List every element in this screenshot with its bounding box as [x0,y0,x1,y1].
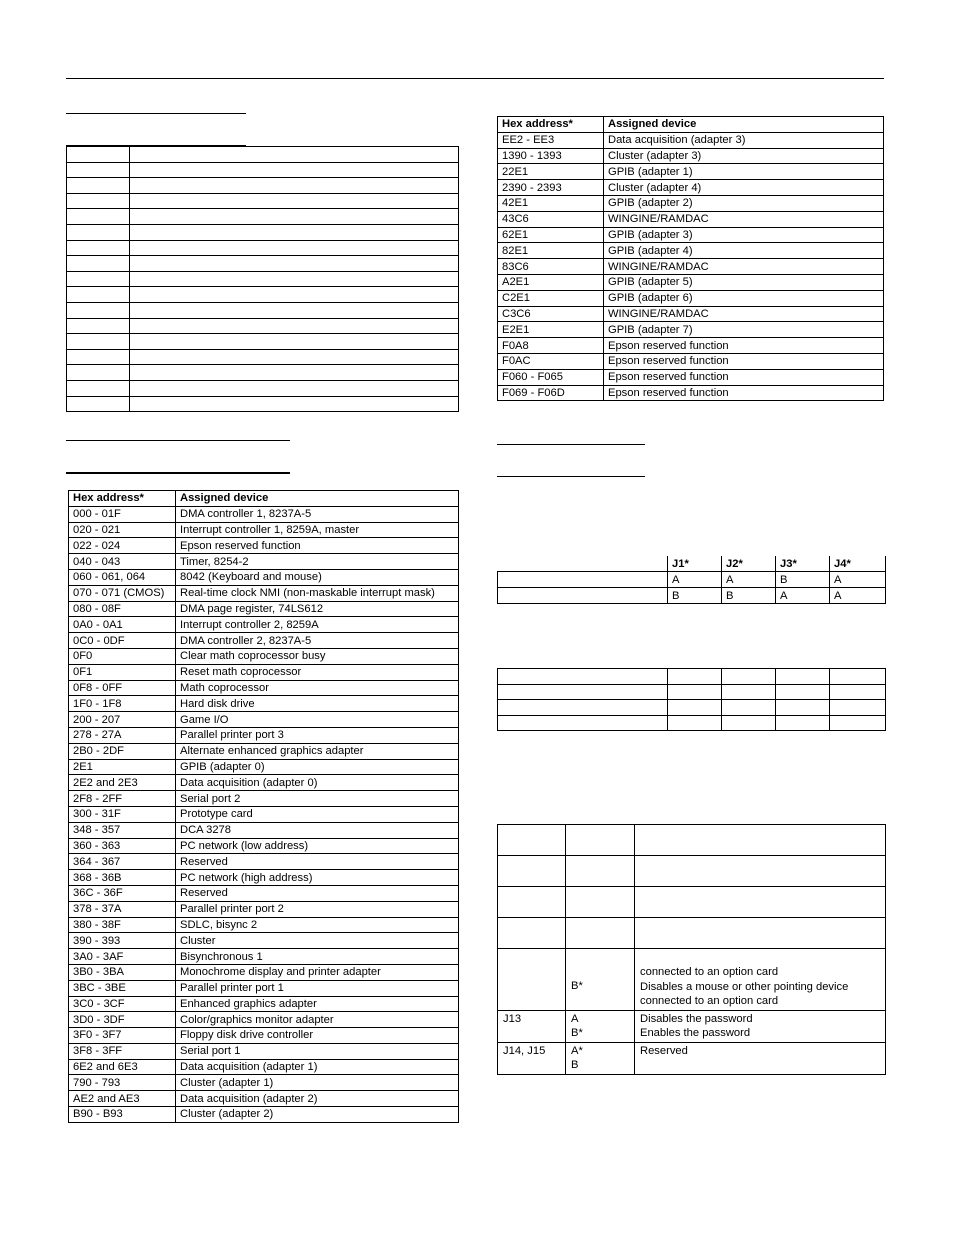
table-row [69,917,459,933]
blank-cell [67,396,130,412]
table-row [69,854,459,870]
assigned-device-cell: GPIB (adapter 3) [604,227,884,243]
blank-cell [668,700,722,716]
blank-row [67,193,459,209]
hex-address-cell: 0F0 [69,648,176,664]
table-row [69,1059,459,1075]
table-row [498,369,884,385]
hex-address-cell: AE2 and AE3 [69,1091,176,1107]
assigned-device-cell: Cluster (adapter 2) [176,1107,459,1123]
setting-description: Enables the password [640,1027,751,1039]
table-row [69,1028,459,1044]
header-assigned-device: Assigned device [604,117,884,133]
assigned-device-cell: Data acquisition (adapter 1) [176,1059,459,1075]
jumper-header: J2* [722,556,776,572]
hex-address-cell: 62E1 [498,227,604,243]
assigned-device-cell: DMA controller 1, 8237A-5 [176,506,459,522]
table-row [69,743,459,759]
assigned-device-cell: Bisynchronous 1 [176,949,459,965]
assigned-device-cell: Serial port 1 [176,1043,459,1059]
assigned-device-cell: Data acquisition (adapter 2) [176,1091,459,1107]
assigned-device-cell: Parallel printer port 2 [176,901,459,917]
blank-cell [668,684,722,700]
setting-value: B [571,1059,579,1071]
blank-table-left [66,146,459,412]
table-row [498,227,884,243]
hex-address-cell: 0F1 [69,664,176,680]
io-address-table-right [497,116,884,401]
table-row [69,696,459,712]
assigned-device-cell: DMA controller 2, 8237A-5 [176,633,459,649]
table-row [69,1091,459,1107]
blank-cell [722,684,776,700]
assigned-device-cell: Cluster (adapter 1) [176,1075,459,1091]
jumper-setting-cell: B [722,588,776,604]
blank-cell [722,669,776,685]
blank-cell [67,287,130,303]
table-row [69,1075,459,1091]
blank-cell [130,287,459,303]
assigned-device-cell: GPIB (adapter 7) [604,322,884,338]
assigned-device-cell: Interrupt controller 1, 8259A, master [176,522,459,538]
hex-address-cell: 42E1 [498,195,604,211]
assigned-device-cell: Floppy disk drive controller [176,1028,459,1044]
blank-row [67,349,459,365]
blank-cell [67,349,130,365]
assigned-device-cell: GPIB (adapter 4) [604,243,884,259]
assigned-device-cell: WINGINE/RAMDAC [604,259,884,275]
table-row [69,633,459,649]
blank-cell [67,380,130,396]
assigned-device-cell: GPIB (adapter 5) [604,274,884,290]
jumper-header: J4* [830,556,886,572]
table-row [69,870,459,886]
hex-address-cell: 378 - 37A [69,901,176,917]
blank-cell [830,684,886,700]
blank-row [67,380,459,396]
assigned-device-cell: Enhanced graphics adapter [176,996,459,1012]
blank-cell [67,256,130,272]
setting-value: B* [571,980,583,992]
blank-cell [67,271,130,287]
table-row [69,522,459,538]
table-row [69,648,459,664]
table-row [69,791,459,807]
hex-address-cell: A2E1 [498,274,604,290]
jumper-row [498,572,886,588]
assigned-device-cell: Interrupt controller 2, 8259A [176,617,459,633]
hex-address-cell: 3F0 - 3F7 [69,1028,176,1044]
section-heading-rule [497,476,645,477]
jumper-name: J13 [503,1012,522,1025]
blank-row [498,700,886,716]
section-heading-rule [66,440,290,441]
table-row [69,964,459,980]
jumper-settings-table [497,824,886,1075]
section-heading-rule [66,113,246,114]
hex-address-cell: 000 - 01F [69,506,176,522]
table-row [498,259,884,275]
hex-address-cell: 43C6 [498,211,604,227]
hex-address-cell: 790 - 793 [69,1075,176,1091]
blank-cell [130,318,459,334]
assigned-device-cell: DCA 3278 [176,822,459,838]
header-assigned-device: Assigned device [176,491,459,507]
assigned-device-cell: Real-time clock NMI (non-maskable interrupt mask) [176,585,459,601]
assigned-device-cell: 8042 (Keyboard and mouse) [176,569,459,585]
blank-cell [67,224,130,240]
table-row [498,211,884,227]
hex-address-cell: 060 - 061, 064 [69,569,176,585]
hex-address-cell: F069 - F06D [498,385,604,401]
table-row [498,132,884,148]
blank-cell [498,700,668,716]
page-top-rule [66,78,884,79]
assigned-device-cell: Cluster (adapter 3) [604,148,884,164]
hex-address-cell: 1F0 - 1F8 [69,696,176,712]
hex-address-cell: 36C - 36F [69,885,176,901]
blank-cell [830,669,886,685]
blank-cell [130,365,459,381]
table-row [69,933,459,949]
setting-description: Disables a mouse or other pointing device [640,980,849,993]
hex-address-cell: 3D0 - 3DF [69,1012,176,1028]
assigned-device-cell: Game I/O [176,712,459,728]
jumper-setting-cell: B [776,572,830,588]
jumper-setting-cell: A [830,572,886,588]
assigned-device-cell: Data acquisition (adapter 3) [604,132,884,148]
hex-address-cell: 2F8 - 2FF [69,791,176,807]
blank-cell [830,715,886,731]
assigned-device-cell: DMA page register, 74LS612 [176,601,459,617]
blank-row [67,302,459,318]
hex-address-cell: 2E2 and 2E3 [69,775,176,791]
blank-row [498,669,886,685]
jumper-row-label [498,572,668,588]
section-heading-rule [66,472,290,474]
table-row [498,274,884,290]
hex-address-cell: 3F8 - 3FF [69,1043,176,1059]
assigned-device-cell: Serial port 2 [176,791,459,807]
blank-row [67,318,459,334]
jumper-setting-cell: A [830,588,886,604]
table-row [498,164,884,180]
hex-address-cell: C3C6 [498,306,604,322]
setting-description: connected to an option card [640,995,779,1007]
hex-address-cell: E2E1 [498,322,604,338]
blank-cell [130,224,459,240]
hex-address-cell: 0A0 - 0A1 [69,617,176,633]
assigned-device-cell: GPIB (adapter 1) [604,164,884,180]
blank-cell [67,162,130,178]
assigned-device-cell: WINGINE/RAMDAC [604,211,884,227]
table-row [69,1043,459,1059]
blank-cell [67,147,130,163]
hex-address-cell: 368 - 36B [69,870,176,886]
hex-address-cell: 278 - 27A [69,727,176,743]
table-row [69,538,459,554]
table-row [69,822,459,838]
assigned-device-cell: Parallel printer port 3 [176,727,459,743]
blank-row [67,271,459,287]
assigned-device-cell: Hard disk drive [176,696,459,712]
hex-address-cell: F0A8 [498,338,604,354]
assigned-device-cell: Math coprocessor [176,680,459,696]
blank-cell [130,240,459,256]
table-row [69,664,459,680]
assigned-device-cell: Timer, 8254-2 [176,554,459,570]
hex-address-cell: B90 - B93 [69,1107,176,1123]
table-row [69,601,459,617]
assigned-device-cell: GPIB (adapter 0) [176,759,459,775]
table-row [498,180,884,196]
hex-address-cell: 3B0 - 3BA [69,964,176,980]
hex-address-cell: C2E1 [498,290,604,306]
assigned-device-cell: Reserved [176,885,459,901]
hex-address-cell: 2E1 [69,759,176,775]
blank-cell [668,669,722,685]
table-row [498,195,884,211]
blank-cell [498,669,668,685]
blank-cell [130,271,459,287]
table-row [69,996,459,1012]
table-row [498,306,884,322]
table-row [69,949,459,965]
blank-cell [498,715,668,731]
table-row [498,322,884,338]
blank-cell [830,700,886,716]
table-row [69,585,459,601]
assigned-device-cell: PC network (low address) [176,838,459,854]
table-row [69,1012,459,1028]
blank-row [67,396,459,412]
table-row [69,901,459,917]
blank-cell [722,700,776,716]
blank-cell [130,380,459,396]
setting-value: A [571,1012,579,1025]
assigned-device-cell: WINGINE/RAMDAC [604,306,884,322]
blank-cell [776,715,830,731]
header-hex-address: Hex address* [69,491,176,507]
table-row [498,338,884,354]
assigned-device-cell: Cluster [176,933,459,949]
table-row [69,838,459,854]
table-row [69,569,459,585]
blank-row [67,147,459,163]
assigned-device-cell: Epson reserved function [604,338,884,354]
assigned-device-cell: PC network (high address) [176,870,459,886]
blank-row [67,224,459,240]
assigned-device-cell: Reserved [176,854,459,870]
blank-cell [498,684,668,700]
setting-description: connected to an option card [640,966,779,978]
hex-address-cell: 390 - 393 [69,933,176,949]
table-row [69,980,459,996]
jumper-header: J1* [668,556,722,572]
assigned-device-cell: GPIB (adapter 6) [604,290,884,306]
blank-row [67,209,459,225]
table-row [498,148,884,164]
table-row [69,680,459,696]
setting-description: Disables the password [640,1012,753,1025]
hex-address-cell: F060 - F065 [498,369,604,385]
hex-address-cell: 3C0 - 3CF [69,996,176,1012]
jumper-setting-cell: A [722,572,776,588]
jumper-row [498,588,886,604]
setting-description: Reserved [640,1044,688,1057]
blank-cell [67,318,130,334]
jumper-header-blank [498,556,668,572]
assigned-device-cell: GPIB (adapter 2) [604,195,884,211]
blank-cell [668,715,722,731]
blank-row [67,334,459,350]
blank-cell [776,700,830,716]
section-heading-rule [497,444,645,445]
table-row [69,712,459,728]
hex-address-cell: 22E1 [498,164,604,180]
blank-cell [130,256,459,272]
blank-row [67,240,459,256]
table-row [69,759,459,775]
assigned-device-cell: Cluster (adapter 4) [604,180,884,196]
table-row [69,727,459,743]
assigned-device-cell: Epson reserved function [176,538,459,554]
hex-address-cell: 360 - 363 [69,838,176,854]
hex-address-cell: 2390 - 2393 [498,180,604,196]
blank-cell [67,365,130,381]
hex-address-cell: 200 - 207 [69,712,176,728]
assigned-device-cell: Data acquisition (adapter 0) [176,775,459,791]
blank-cell [130,302,459,318]
assigned-device-cell: Epson reserved function [604,353,884,369]
table-row [498,385,884,401]
blank-row [67,287,459,303]
hex-address-cell: 022 - 024 [69,538,176,554]
header-hex-address: Hex address* [498,117,604,133]
table-row [69,506,459,522]
hex-address-cell: F0AC [498,353,604,369]
blank-cell [130,349,459,365]
assigned-device-cell: Alternate enhanced graphics adapter [176,743,459,759]
blank-row [67,178,459,194]
hex-address-cell: 0C0 - 0DF [69,633,176,649]
hex-address-cell: 040 - 043 [69,554,176,570]
blank-row [498,715,886,731]
assigned-device-cell: Monochrome display and printer adapter [176,964,459,980]
hex-address-cell: 348 - 357 [69,822,176,838]
io-address-table-left [68,490,459,1123]
hex-address-cell: 1390 - 1393 [498,148,604,164]
blank-cell [67,178,130,194]
blank-cell [776,669,830,685]
assigned-device-cell: SDLC, bisync 2 [176,917,459,933]
assigned-device-cell: Epson reserved function [604,369,884,385]
blank-cell [67,240,130,256]
blank-cell [130,193,459,209]
assigned-device-cell: Color/graphics monitor adapter [176,1012,459,1028]
jumper-name: J14, J15 [503,1044,546,1057]
hex-address-cell: 364 - 367 [69,854,176,870]
hex-address-cell: 82E1 [498,243,604,259]
jumper-setting-cell: A [776,588,830,604]
table-row [498,243,884,259]
hex-address-cell: 6E2 and 6E3 [69,1059,176,1075]
blank-cell [67,209,130,225]
blank-row [498,684,886,700]
hex-address-cell: 380 - 38F [69,917,176,933]
blank-cell [130,334,459,350]
blank-cell [130,147,459,163]
blank-cell [67,193,130,209]
blank-cell [67,334,130,350]
assigned-device-cell: Parallel printer port 1 [176,980,459,996]
setting-value: A* [571,1044,583,1057]
hex-address-cell: 080 - 08F [69,601,176,617]
assigned-device-cell: Prototype card [176,806,459,822]
hex-address-cell: EE2 - EE3 [498,132,604,148]
jumper-setting-cell: A [668,572,722,588]
blank-cell [130,396,459,412]
table-row [69,885,459,901]
blank-row [67,256,459,272]
blank-table-right [497,668,886,731]
jumper-setting-cell: B [668,588,722,604]
assigned-device-cell: Clear math coprocessor busy [176,648,459,664]
hex-address-cell: 0F8 - 0FF [69,680,176,696]
table-row [69,1107,459,1123]
assigned-device-cell: Epson reserved function [604,385,884,401]
table-row [498,353,884,369]
setting-value: B* [571,1027,583,1039]
blank-row [67,365,459,381]
hex-address-cell: 070 - 071 (CMOS) [69,585,176,601]
table-row [498,290,884,306]
hex-address-cell: 300 - 31F [69,806,176,822]
hex-address-cell: 2B0 - 2DF [69,743,176,759]
table-row [69,554,459,570]
blank-cell [130,209,459,225]
jumper-row-label [498,588,668,604]
blank-row [67,162,459,178]
hex-address-cell: 83C6 [498,259,604,275]
table-row [69,806,459,822]
hex-address-cell: 3BC - 3BE [69,980,176,996]
table-row [69,775,459,791]
blank-cell [130,162,459,178]
blank-cell [776,684,830,700]
blank-cell [67,302,130,318]
hex-address-cell: 020 - 021 [69,522,176,538]
hex-address-cell: 3A0 - 3AF [69,949,176,965]
jumper-table [497,556,886,604]
jumper-header: J3* [776,556,830,572]
blank-cell [722,715,776,731]
table-row [69,617,459,633]
blank-cell [130,178,459,194]
assigned-device-cell: Reset math coprocessor [176,664,459,680]
